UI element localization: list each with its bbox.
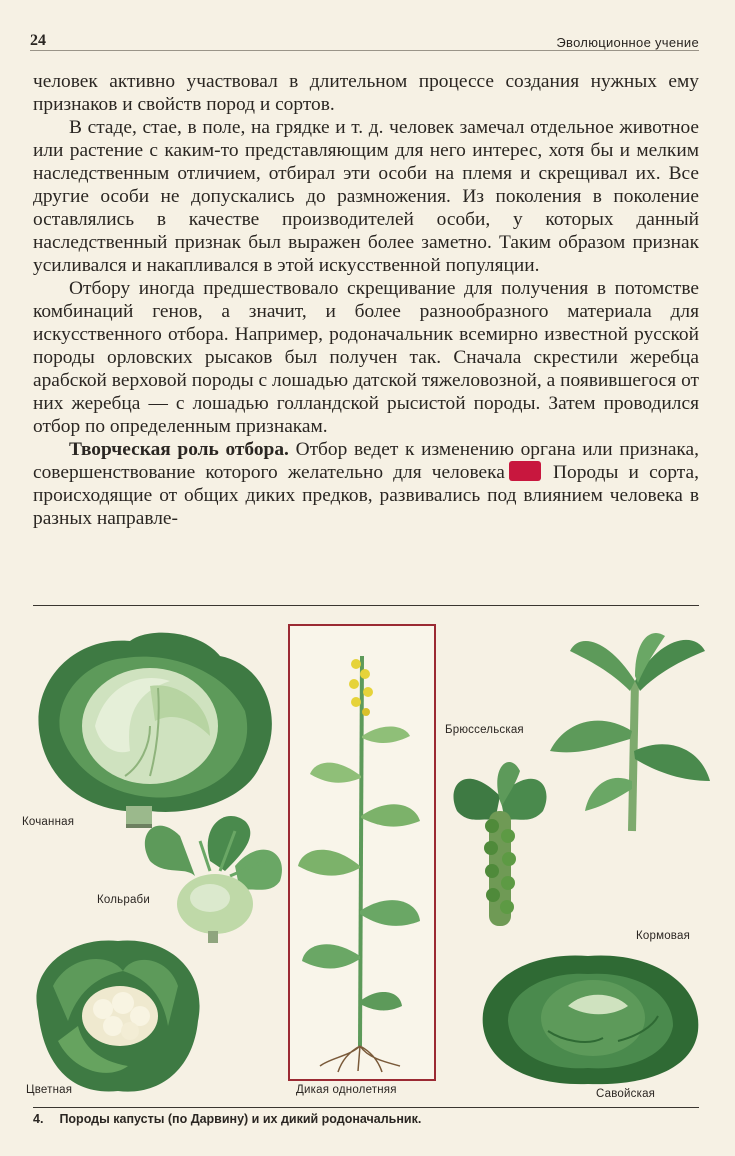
label-headed: Кочанная bbox=[22, 816, 75, 828]
label-fodder: Кормовая bbox=[636, 930, 690, 942]
caption-number: 4. bbox=[33, 1112, 44, 1126]
section-heading: Творческая роль отбора. bbox=[69, 439, 289, 460]
label-wild-annual: Дикая однолетняя bbox=[296, 1084, 397, 1096]
paragraph-4-part-a: Отбор ведет к изменению органа или признака, совершенствование которого желательно для человека bbox=[33, 439, 700, 483]
highlight-marker bbox=[509, 461, 541, 481]
caption-text: Породы капусты (по Дарвину) и их дикий родоначальник. bbox=[59, 1112, 422, 1126]
paragraph-2: В стаде, стае, в поле, на грядке и т. д. человек замечал отдельное животное или растение с каким-то представляющим для него интерес, хотя бы и мелким наследственным отличием, отбирал эти особи на племя и скрещивал их. Все другие особи не допускались до размножения. Из поколения в поколение оставлялись в качестве производителей особи, у которых данный наследственный признак был выражен более заметно. Таким образом признак усиливался и накапливался в этой искусственной популяции. bbox=[33, 117, 699, 276]
brussels-sprouts-illustration bbox=[445, 751, 555, 936]
wild-annual-illustration bbox=[290, 626, 430, 1076]
body-text bbox=[33, 70, 699, 530]
paragraph-4-part-b: Породы и сорта, происходящие от общих диких предков, развивались под влиянием человека в разных направле- bbox=[33, 462, 699, 529]
paragraph-3: Отбору иногда предшествовало скрещивание для получения в потомстве комбинаций генов, а значит, и более разнообразного материала для искусственного отбора. Например, родоначальник всемирно известной русской породы орловских рысаков был получен так. Сначала скрестили жеребца арабской верховой породы с лошадью датской тяжеловозной, а появившегося от них жеребца — с лошадью голландской рысистой породы. Затем проводился отбор по определенным признакам. bbox=[33, 278, 699, 437]
label-kohlrabi: Кольраби bbox=[97, 894, 150, 906]
page-number: 24 bbox=[30, 32, 46, 49]
label-cauliflower: Цветная bbox=[26, 1084, 73, 1096]
figure-bottom-divider bbox=[33, 1107, 699, 1108]
label-savoy: Савойская bbox=[596, 1088, 656, 1100]
figure-caption bbox=[33, 1112, 699, 1126]
savoy-cabbage-illustration bbox=[478, 946, 703, 1091]
fodder-kale-illustration bbox=[540, 621, 715, 836]
label-brussels: Брюссельская bbox=[445, 724, 524, 736]
page-header bbox=[30, 28, 699, 51]
kohlrabi-illustration bbox=[140, 806, 290, 946]
cabbage-figure bbox=[0, 606, 735, 1106]
cauliflower-illustration bbox=[28, 931, 208, 1101]
paragraph-1: человек активно участвовал в длительном процессе создания нужных ему признаков и свойств пород и сортов. bbox=[33, 71, 699, 115]
running-title: Эволюционное учение bbox=[556, 35, 699, 50]
paragraph-4 bbox=[33, 438, 699, 530]
headed-cabbage-illustration bbox=[30, 626, 290, 831]
